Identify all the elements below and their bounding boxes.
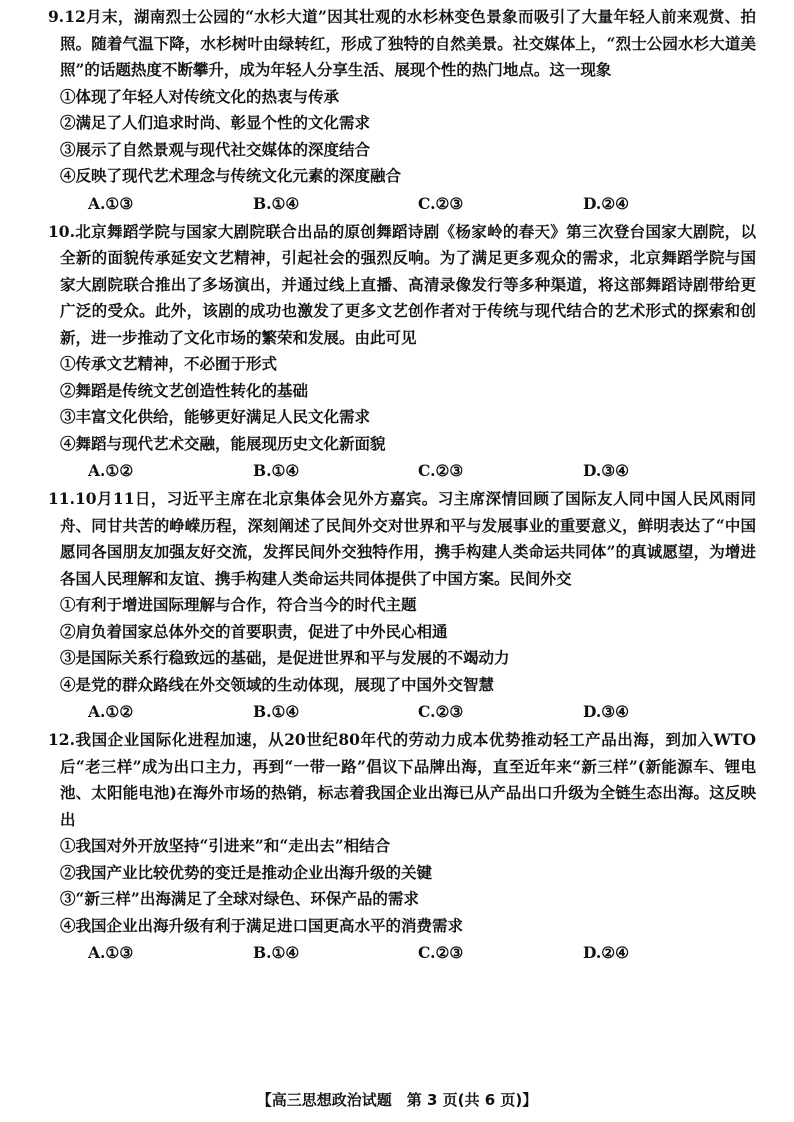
answer-choices [60, 457, 756, 485]
answer-choice-b: B.①④ [253, 943, 300, 962]
question-text: 北京舞蹈学院与国家大剧院联合出品的原创舞蹈诗剧《杨家岭的春天》第三次登台国家大剧院，以全新的面貌传承延安文艺精神，引起社会的强烈反响。为了满足更多观众的需求，北京舞蹈学院与国家大剧院联合推出了多场演出，并通过线上直播、高清录像发行等多种渠道，将这部舞蹈诗剧带给更广泛的受众。此外，该剧的成功也激发了更多文艺创作者对于传统与现代结合的艺术形式的探索和创新，进一步推动了文化市场的繁荣和发展。由此可见 [60, 221, 756, 347]
answer-choices [60, 190, 756, 218]
option-item: ④舞蹈与现代艺术交融，能展现历史文化新面貌 [60, 433, 386, 453]
option-item: ①有利于增进国际理解与合作，符合当今的时代主题 [60, 595, 417, 614]
question-text: 12月末，湖南烈士公园的“水杉大道”因其壮观的水杉林变色景象而吸引了大量年轻人前来观赏、拍照。随着气温下降，水杉树叶由绿转红，形成了独特的自然美景。社交媒体上，“烈士公园水杉大道美照”的话题热度不断攀升，成为年轻人分享生活、展现个性的热门地点。这一现象 [60, 7, 756, 79]
option-item: ③是国际关系行稳致远的基础，是促进世界和平与发展的不竭动力 [60, 648, 510, 667]
question-number: 9. [48, 7, 65, 26]
answer-choice-c: C.②③ [418, 702, 464, 721]
option-item: ②我国产业比较优势的变迁是推动企业出海升级的关键 [60, 862, 433, 882]
question-stem [48, 486, 756, 592]
option-item: ③“新三样”出海满足了全球对绿色、环保产品的需求 [60, 889, 419, 908]
answer-choice-a: A.①② [88, 702, 134, 721]
question-11 [48, 486, 756, 726]
question-stem [48, 4, 756, 84]
question-number: 12. [48, 730, 75, 749]
option-item: ①体现了年轻人对传统文化的热衷与传承 [60, 86, 340, 106]
option-item: ①我国对外开放坚持“引进来”和“走出去”相结合 [60, 836, 391, 855]
option-item: ④是党的群众路线在外交领域的生动体现，展现了中国外交智慧 [60, 674, 495, 694]
answer-choices [60, 939, 756, 967]
question-number: 10. [48, 221, 75, 241]
answer-choice-b: B.①④ [253, 702, 300, 721]
question-text: 10月11日，习近平主席在北京集体会见外方嘉宾。习主席深情回顾了国际友人同中国人民风雨同舟、同甘共苦的峥嵘历程，深刻阐述了民间外交对世界和平与发展事业的重要意义，鲜明表达了“中国愿同各国朋友加强友好交流，发挥民间外交独特作用，携手构建人类命运共同体”的真诚愿望，为增进各国人民理解和友谊、携手构建人类命运共同体提供了中国方案。民间外交 [60, 489, 756, 588]
option-item: ②舞蹈是传统文艺创造性转化的基础 [60, 380, 309, 400]
answer-choice-c: C.②③ [418, 943, 464, 962]
option-item: ②肩负着国家总体外交的首要职责，促进了中外民心相通 [60, 621, 448, 641]
question-text: 我国企业国际化进程加速，从20世纪80年代的劳动力成本优势推动轻工产品出海，到加入WTO后“老三样”成为出口主力，再到“一带一路”倡议下品牌出海，直至近年来“新三样”(新能源车、锂电池、太阳能电池)在海外市场的热销，标志着我国企业出海已从产品出口升级为全链生态出海。这反映出 [60, 730, 756, 829]
answer-choice-a: A.①③ [88, 943, 134, 962]
option-item: ②满足了人们追求时尚、彰显个性的文化需求 [60, 113, 371, 132]
question-12 [48, 727, 756, 967]
answer-choice-d: D.②④ [583, 193, 630, 213]
answer-choice-d: D.②④ [583, 943, 630, 962]
option-item: ④我国企业出海升级有利于满足进口国更高水平的消费需求 [60, 915, 464, 935]
answer-choice-a: A.①③ [88, 193, 134, 213]
option-item: ④反映了现代艺术理念与传统文化元素的深度融合 [60, 166, 402, 185]
answer-choice-a: A.①② [88, 461, 134, 480]
answer-choices [60, 698, 756, 726]
answer-choice-c: C.②③ [418, 461, 464, 480]
option-item: ①传承文艺精神，不必囿于形式 [60, 354, 278, 373]
question-10 [48, 219, 756, 486]
question-stem [48, 219, 756, 352]
option-item: ③展示了自然景观与现代社交媒体的深度结合 [60, 139, 371, 159]
answer-choice-d: D.③④ [583, 461, 630, 480]
answer-choice-c: C.②③ [418, 193, 464, 213]
option-item: ③丰富文化供给，能够更好满足人民文化需求 [60, 407, 371, 426]
answer-choice-b: B.①④ [253, 193, 300, 213]
answer-choice-b: B.①④ [253, 461, 300, 480]
answer-choice-d: D.③④ [583, 702, 630, 721]
question-stem [48, 727, 756, 833]
question-9 [48, 4, 756, 218]
page-footer: 【高三思想政治试题 第 3 页(共 6 页)】 [256, 1091, 538, 1109]
question-number: 11. [48, 489, 75, 508]
